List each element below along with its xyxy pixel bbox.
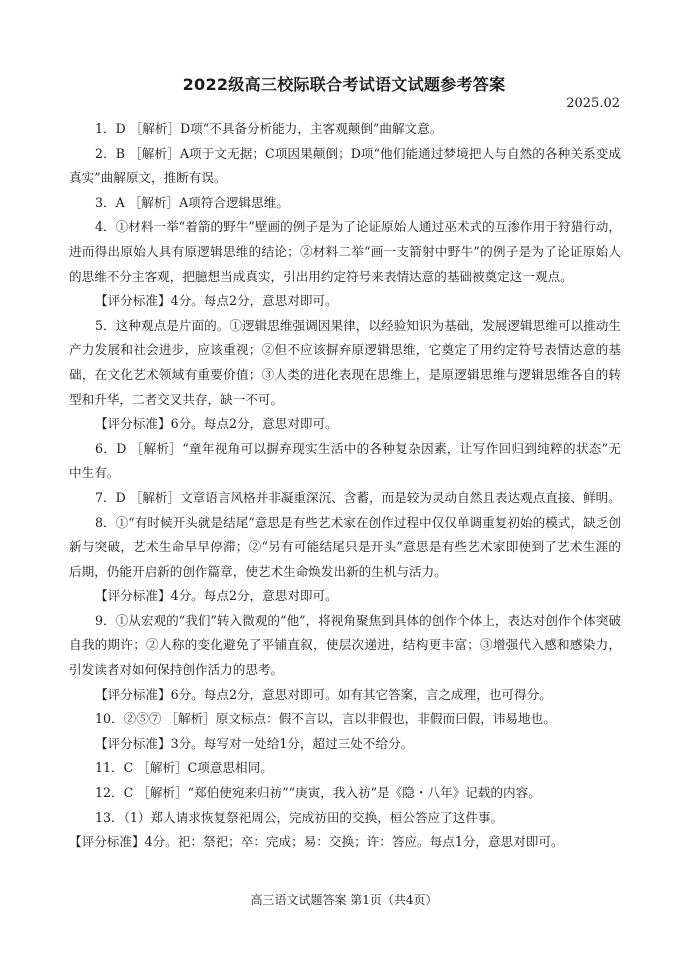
answer-item-3: 3．A ［解析］A项符合逻辑思维。 xyxy=(95,194,289,210)
answer-item-6: 6．D ［解析］“童年视角可以摒弃现实生活中的各种复杂因素，让写作回归到纯粹的状态”无中生有。 xyxy=(69,440,621,481)
document-title: 2022级高三校际联合考试语文试题参考答案 xyxy=(182,75,506,94)
answer-item-1: 1．D ［解析］D项“不具备分析能力，主客观颠倒”曲解文意。 xyxy=(95,121,443,136)
answer-item-5: 5．这种观点是片面的。①逻辑思维强调因果律，以经验知识为基础，发展逻辑思维可以推动生产力发展和社会进步，应该重视；②但不应该摒弃原逻辑思维，它奠定了用约定符号表情达意的基础，在文化艺术领域有重要价值；③人类的进化表现在思维上，是原逻辑思维与逻辑思维各自的转型和升华，二者交叉共存，缺一不可。 xyxy=(69,317,621,407)
scoring-criteria-10: 【评分标准】3分。每写对一处给1分，超过三处不给分。 xyxy=(95,735,414,751)
answer-item-4: 4．①材料一举“着箭的野牛”壁画的例子是为了论证原始人通过巫术式的互渗作用于狩猎行动，进而得出原始人具有原逻辑思维的结论；②材料二举“画一支箭射中野牛”的例子是为了论证原始人的思维不分主客观，把臆想当成真实，引出用约定符号来表情达意的基础被奠定这一观点。 xyxy=(69,219,621,284)
answer-item-11: 11．C ［解析］C项意思相同。 xyxy=(95,760,273,776)
scoring-criteria-5: 【评分标准】6分。每点2分，意思对即可。 xyxy=(95,416,338,432)
scoring-criteria-8: 【评分标准】4分。每点2分，意思对即可。 xyxy=(95,588,338,604)
scoring-criteria-13: 【评分标准】4分。祀：祭祀；卒：完成；易：交换；许：答应。每点1分，意思对即可。 xyxy=(69,834,564,850)
answer-item-9: 9．①从宏观的“我们”转入微观的“他”，将视角聚焦到具体的创作个体上，表达对创作个体突破自我的期许；②人称的变化避免了平铺直叙，使层次递进，结构更丰富；③增强代入感和感染力，引发读者对如何保持创作活力的思考。 xyxy=(69,612,621,678)
answer-item-12: 12．C ［解析］“郑伯使宛来归祊”“庚寅，我入祊”是《隐・八年》记载的内容。 xyxy=(95,785,541,801)
answer-item-7: 7．D ［解析］文章语言风格并非凝重深沉、含蓄，而是较为灵动自然且表达观点直接、鲜明。 xyxy=(95,489,621,505)
answer-item-10: 10．②⑤⑦ ［解析］原文标点：假不言以，言以非假也，非假而曰假，讳易地也。 xyxy=(95,711,556,727)
scoring-criteria-4: 【评分标准】4分。每点2分，意思对即可。 xyxy=(95,293,338,309)
answer-item-8: 8．①“有时候开头就是结尾”意思是有些艺术家在创作过程中仅仅单调重复初始的模式，缺乏创新与突破，艺术生命早早停滞；②“另有可能结尾只是开头”意思是有些艺术家即使到了艺术生涯的后期，仍能开启新的创作篇章，使艺术生命焕发出新的生机与活力。 xyxy=(69,514,621,579)
scoring-criteria-9: 【评分标准】6分。每点2分，意思对即可。如有其它答案，言之成理，也可得分。 xyxy=(95,686,552,702)
page-footer: 高三语文试题答案 第1页（共4页） xyxy=(250,893,438,907)
answer-item-2: 2．B ［解析］A项于文无据；C项因果颠倒；D项“他们能通过梦境把人与自然的各种关系变成真实”曲解原文，推断有误。 xyxy=(69,145,621,186)
answer-item-13: 13．（1）郑人请求恢复祭祀周公，完成祊田的交换，桓公答应了这件事。 xyxy=(95,809,504,825)
exam-date: 2025.02 xyxy=(566,96,620,111)
answer-body xyxy=(69,117,621,855)
